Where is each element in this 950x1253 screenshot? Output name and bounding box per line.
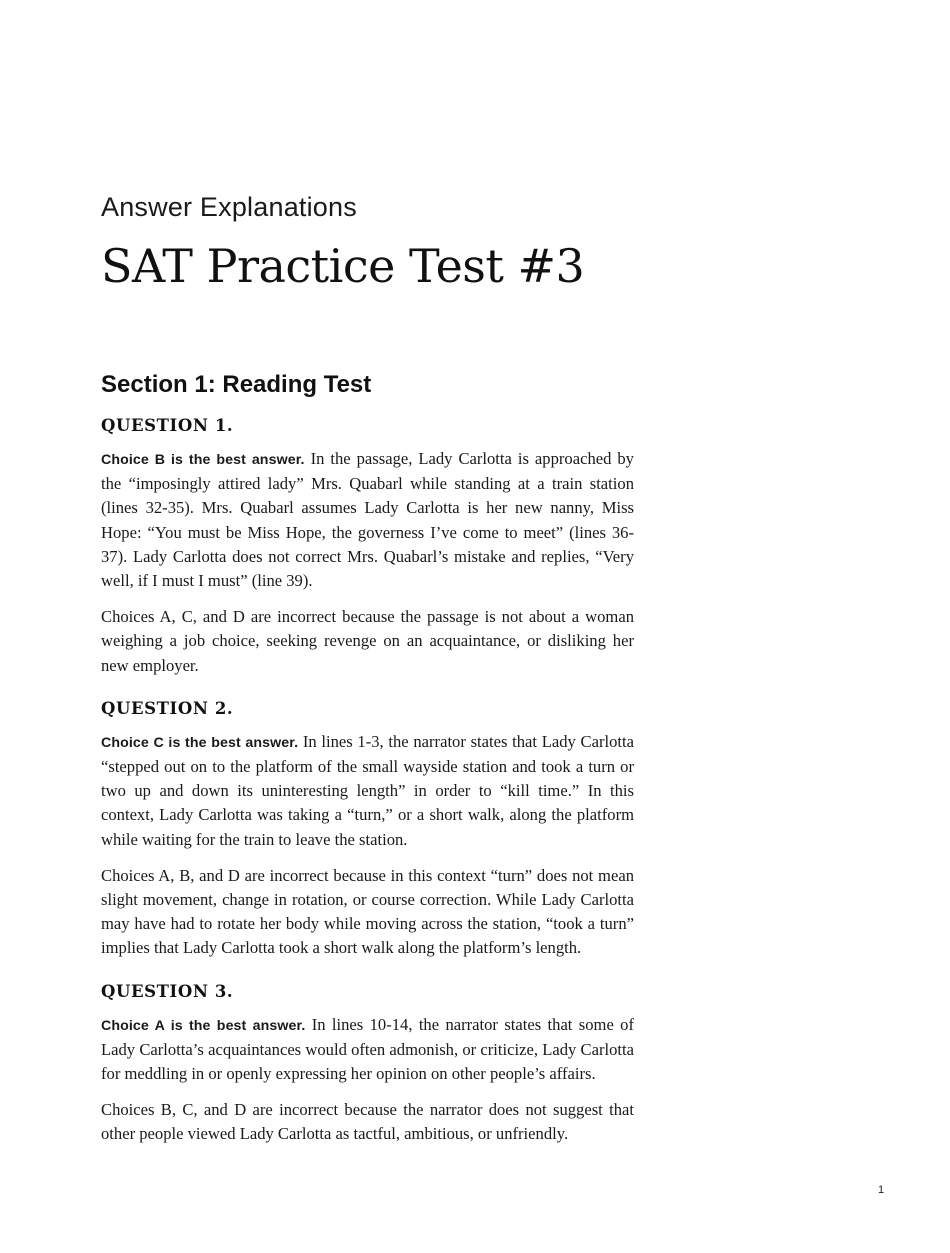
answer-label: Choice A is the best answer.	[101, 1017, 306, 1034]
answer-explanation	[101, 730, 634, 852]
explanation-text: In the passage, Lady Carlotta is approached by the “imposingly attired lady” Mrs. Quabarl while standing at a train station (lines 32-35). Mrs. Quabarl assumes Lady Carlotta is her new nanny, Miss Hope: “You must be Miss Hope, the governess I’ve come to meet” (lines 36-37). Lady Carlotta does not correct Mrs. Quabarl’s mistake and replies, “Very well, if I must I must” (line 39).	[101, 449, 634, 591]
question-heading: QUESTION 3.	[101, 981, 234, 1001]
question-heading: QUESTION 1.	[101, 416, 234, 435]
question-1	[101, 415, 634, 678]
document-title: SAT Practice Test #3	[101, 239, 585, 293]
explanation-text: In lines 1-3, the narrator states that Lady Carlotta “stepped out on to the platform of the small wayside station and took a turn or two up and down its uninteresting length” in order to “kill time.” In this context, Lady Carlotta was taking a “turn,” or a short walk, along the platform while waiting for the train to leave the station.	[101, 731, 634, 849]
answer-label: Choice C is the best answer.	[101, 734, 299, 751]
question-3	[101, 981, 634, 1147]
document-page	[101, 190, 634, 1147]
page-number: 1	[878, 1184, 885, 1196]
answer-explanation	[101, 1013, 634, 1087]
section-title: Section 1: Reading Test	[101, 371, 372, 398]
answer-explanation	[101, 447, 634, 593]
document-kicker: Answer Explanations	[101, 192, 357, 222]
question-heading: QUESTION 2.	[101, 698, 234, 718]
incorrect-choices-explanation: Choices A, B, and D are incorrect because in this context “turn” does not mean slight movement, change in rotation, or course correction. While Lady Carlotta may have had to rotate her body while moving across the station, “took a turn” implies that Lady Carlotta took a short walk along the platform’s length.	[101, 865, 634, 958]
incorrect-choices-explanation: Choices A, C, and D are incorrect because the passage is not about a woman weighing a job choice, seeking revenge on an acquaintance, or disliking her new employer.	[101, 607, 634, 675]
explanation-text: In lines 10-14, the narrator states that some of Lady Carlotta’s acquaintances would often admonish, or criticize, Lady Carlotta for meddling in or openly expressing her opinion on other people’s affairs.	[101, 1014, 634, 1084]
answer-label: Choice B is the best answer.	[101, 452, 305, 468]
incorrect-choices-explanation: Choices B, C, and D are incorrect because the narrator does not suggest that other people viewed Lady Carlotta as tactful, ambitious, or unfriendly.	[101, 1100, 634, 1144]
question-2	[101, 698, 634, 961]
